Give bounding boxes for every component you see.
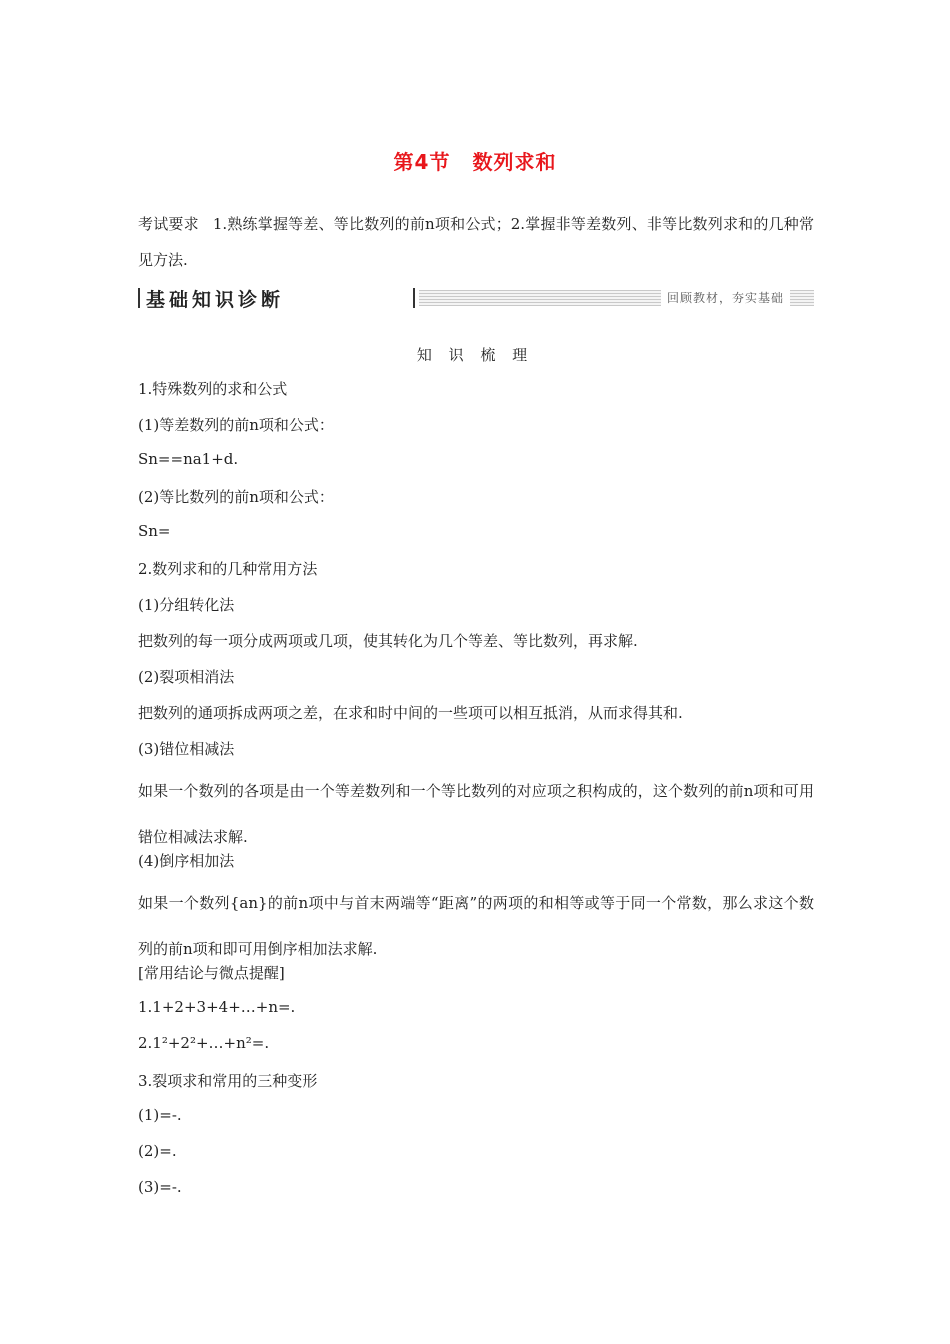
method-telescoping: (2)裂项相消法: [138, 668, 235, 686]
conclusion-3-1: (1)=-.: [138, 1106, 182, 1124]
section-heading: 知 识 梳 理: [416, 346, 534, 364]
geometric-sum-formula: Sn=: [138, 522, 171, 540]
banner-title: 基础知识诊断: [146, 289, 285, 311]
page-title: [0, 146, 950, 175]
banner-divider: [413, 288, 415, 308]
section-number: 第4节: [393, 150, 451, 174]
conclusion-1: 1.1+2+3+4+…+n=.: [138, 998, 296, 1016]
geometric-sum-label: (2)等比数列的前n项和公式：: [138, 488, 334, 506]
requirement-text: 1.熟练掌握等差、等比数列的前n项和公式；2.掌握非等差数列、非等比数列求和的几种常见方法.: [138, 215, 814, 269]
arithmetic-sum-label: (1)等差数列的前n项和公式：: [138, 416, 334, 434]
conclusion-3-3: (3)=-.: [138, 1178, 182, 1196]
conclusion-3: 3.裂项求和常用的三种变形: [138, 1072, 318, 1090]
conclusion-2: 2.1²+2²+…+n²=.: [138, 1034, 270, 1052]
heading-special-sums: 1.特殊数列的求和公式: [138, 380, 288, 398]
method-shift-subtract: (3)错位相减法: [138, 740, 235, 758]
method-grouping-text: 把数列的每一项分成两项或几项，使其转化为几个等差、等比数列，再求解.: [138, 632, 638, 650]
method-reverse-add-text: 如果一个数列{an}的前n项中与首末两端等“距离”的两项的和相等或等于同一个常数，那么求这个数列的前n项和即可用倒序相加法求解.: [138, 894, 814, 958]
section-banner: [138, 285, 814, 311]
banner-left-bar: [138, 288, 140, 308]
method-shift-subtract-text: 如果一个数列的各项是由一个等差数列和一个等比数列的对应项之积构成的，这个数列的前n项和可用错位相减法求解.: [138, 782, 814, 846]
method-telescoping-text: 把数列的通项拆成两项之差，在求和时中间的一些项可以相互抵消，从而求得其和.: [138, 704, 683, 722]
requirement-label: 考试要求: [138, 215, 199, 233]
conclusion-3-2: (2)=.: [138, 1142, 177, 1160]
section-name: 数列求和: [472, 150, 557, 174]
tips-heading: [常用结论与微点提醒]: [138, 964, 285, 982]
exam-requirement: [138, 206, 814, 278]
method-grouping: (1)分组转化法: [138, 596, 235, 614]
heading-methods: 2.数列求和的几种常用方法: [138, 560, 318, 578]
method-reverse-add: (4)倒序相加法: [138, 852, 235, 870]
arithmetic-sum-formula: Sn==na1+d.: [138, 450, 239, 468]
banner-subtitle: 回顾教材，夯实基础: [661, 288, 790, 307]
